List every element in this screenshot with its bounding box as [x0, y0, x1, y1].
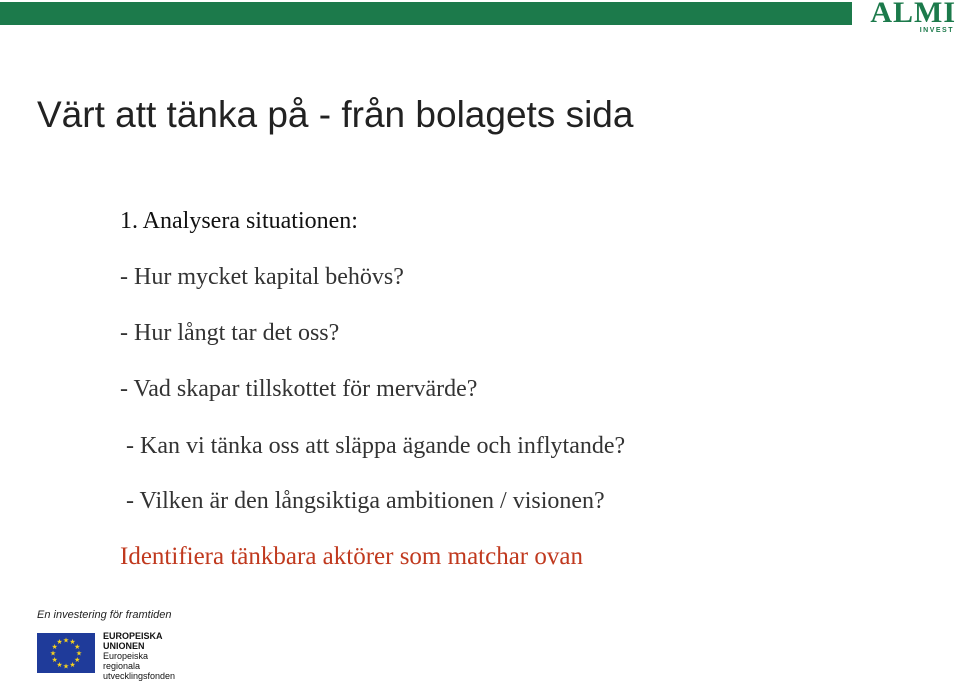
bullet-item: - Vad skapar tillskottet för mervärde?	[120, 376, 478, 402]
logo-subtext: INVEST	[919, 27, 954, 34]
slide-title: Värt att tänka på - från bolagets sida	[37, 94, 634, 135]
eu-star-icon: ★	[51, 643, 58, 651]
eu-star-icon: ★	[69, 638, 76, 647]
eu-star-icon: ★	[56, 660, 63, 669]
eu-star-icon: ★	[69, 660, 76, 669]
eu-flag-icon	[37, 633, 95, 673]
eu-label-line: regionala	[103, 661, 141, 671]
eu-star-icon: ★	[74, 656, 81, 664]
eu-tagline: En investering för framtiden	[37, 609, 172, 621]
eu-star-icon: ★	[62, 662, 70, 671]
eu-label-line: utvecklingsfonden	[103, 671, 176, 681]
bullet-item: - Hur långt tar det oss?	[120, 320, 340, 346]
eu-label-line: EUROPEISKA	[103, 631, 163, 641]
bullet-item: - Hur mycket kapital behövs?	[120, 264, 404, 290]
eu-star-icon: ★	[56, 638, 63, 647]
eu-stars	[37, 633, 95, 673]
eu-fund-label	[103, 631, 175, 681]
eu-star-icon: ★	[75, 649, 83, 658]
logo-wordmark: ALMI	[870, 0, 956, 29]
eu-label-line: Europeiska	[103, 651, 149, 661]
bullet-item: - Kan vi tänka oss att släppa ägande och inflytande?	[126, 433, 626, 459]
eu-star-icon: ★	[62, 636, 70, 645]
eu-label-line: UNIONEN	[103, 641, 145, 651]
header-band	[0, 2, 852, 25]
eu-star-icon: ★	[74, 643, 81, 651]
almi-invest-logo	[846, 0, 956, 36]
bullet-item: - Vilken är den långsiktiga ambitionen / visionen?	[126, 488, 605, 514]
highlight-text: Identifiera tänkbara aktörer som matchar ovan	[120, 543, 583, 570]
eu-star-icon: ★	[51, 656, 58, 664]
eu-star-icon: ★	[49, 649, 57, 658]
section-heading: 1. Analysera situationen:	[120, 208, 358, 234]
